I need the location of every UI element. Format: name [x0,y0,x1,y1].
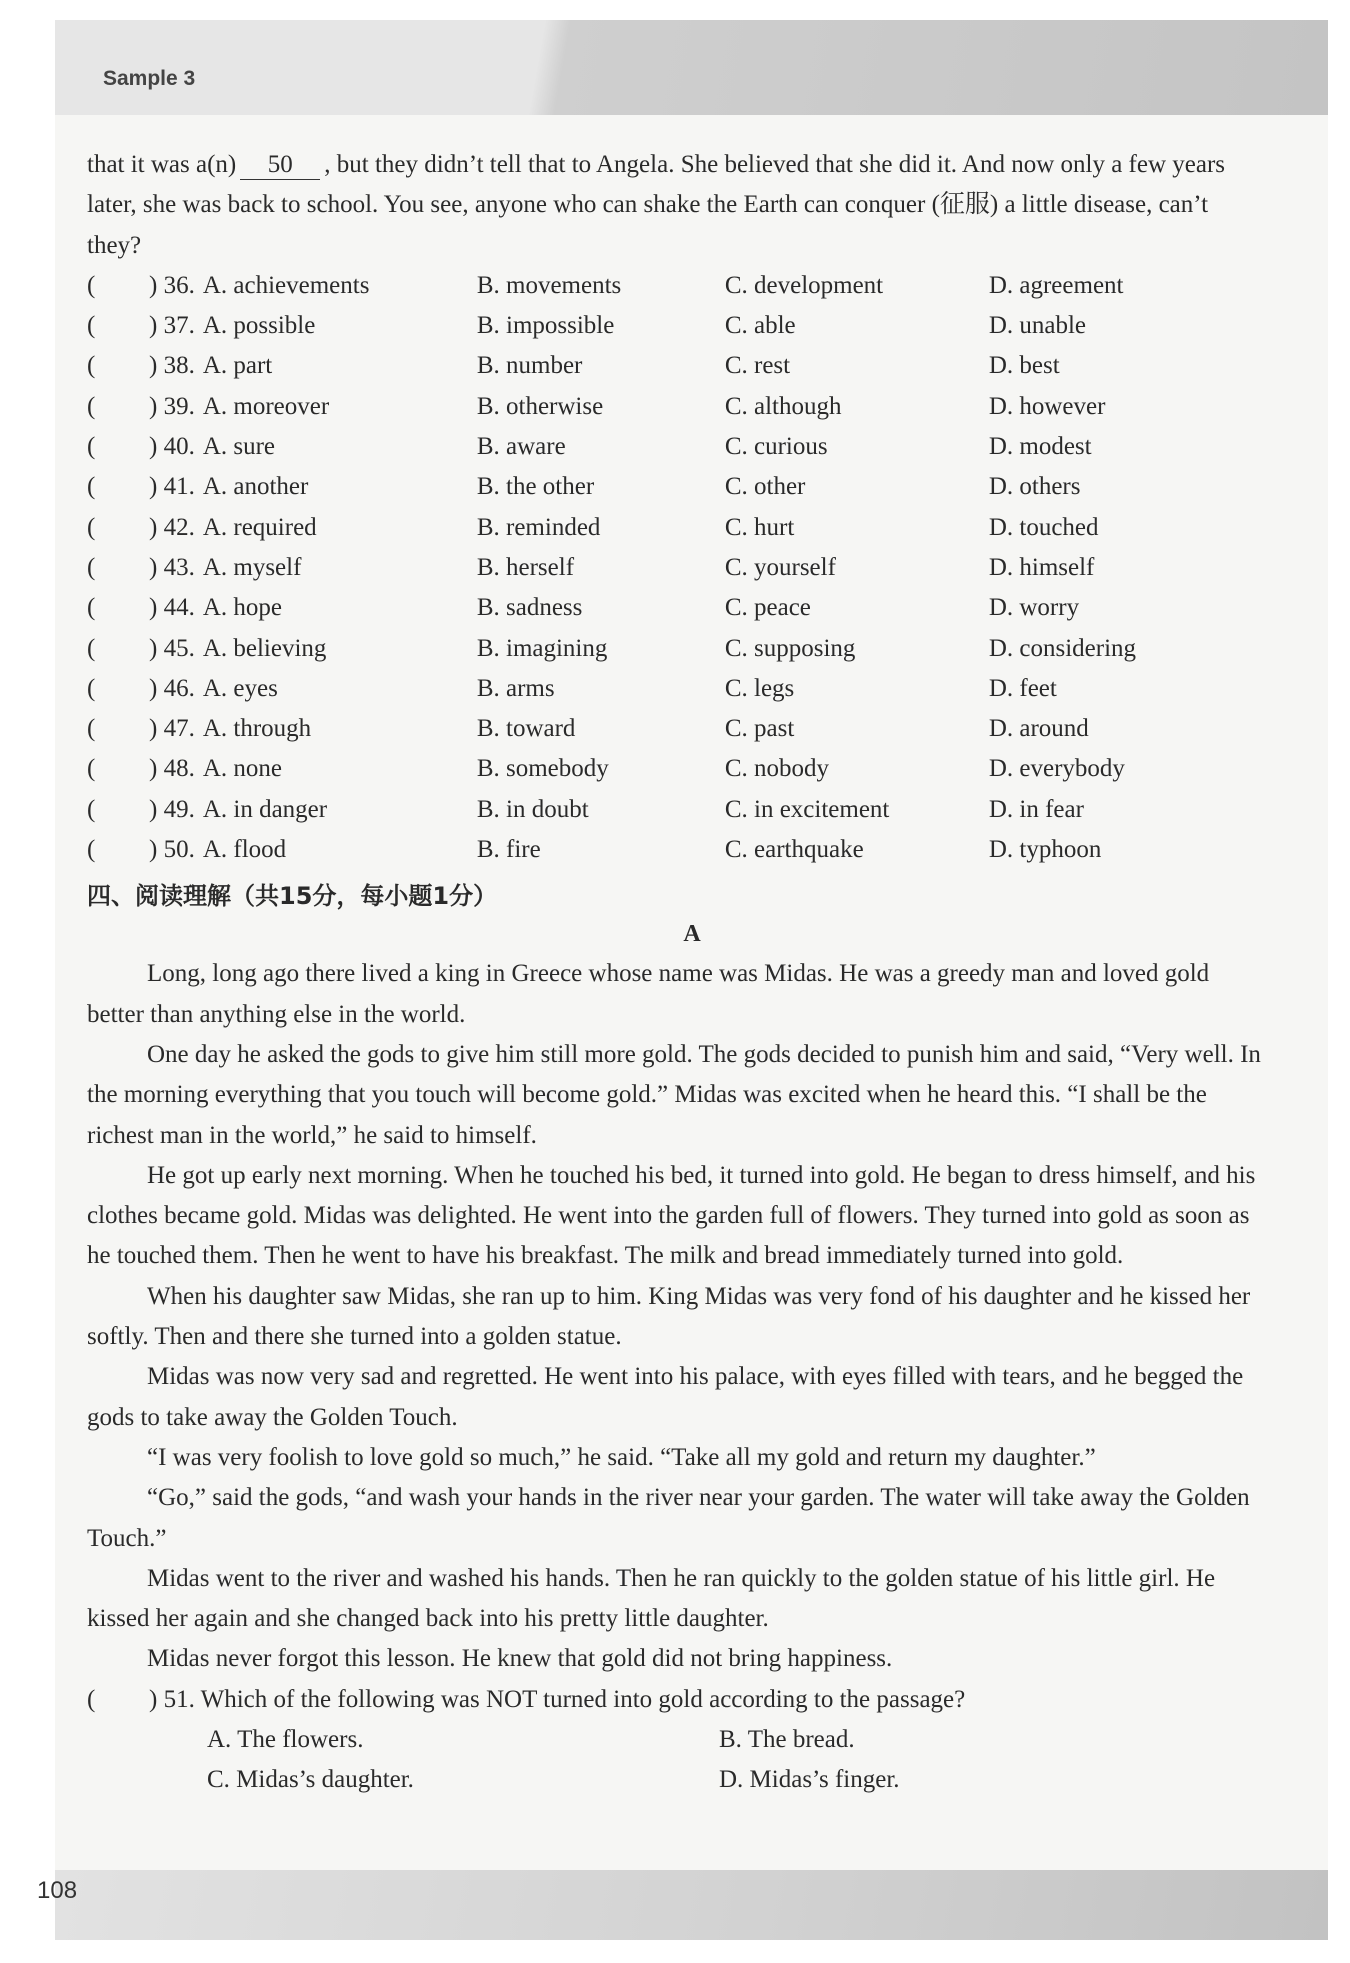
question-row [87,629,1267,669]
option-d: D. worry [988,594,1080,622]
question-number: ) 40. [149,433,195,461]
question-number: ) 45. [149,634,195,662]
option-a: A. none [202,755,282,783]
cloze-question-list [87,266,1267,870]
option-a: A. in danger [202,795,328,823]
answer-paren: ( [87,634,96,662]
option-d: D. Midas’s finger. [719,1766,900,1794]
option-d: D. around [988,715,1089,743]
option-c: C. Midas’s daughter. [207,1766,414,1794]
answer-blank-50: 50 [240,151,320,180]
passage-paragraph: “I was very foolish to love gold so much,” he said. “Take all my gold and return my daughter.” [147,1443,1096,1471]
answer-paren: ( [87,392,96,420]
option-b: B. number [476,352,583,380]
option-c: C. peace [724,594,811,622]
option-d: D. feet [988,674,1057,702]
page-content [87,145,1267,1801]
question-51-options-row-1 [87,1720,1267,1760]
passage-paragraph: Midas went to the river and washed his hands. Then he ran quickly to the golden statue of his little girl. He kissed her again and she changed back into his pretty little daughter. [87,1564,1216,1633]
question-number: ) 49. [149,795,195,823]
option-d: D. touched [988,513,1099,541]
answer-paren: ( [87,271,96,299]
option-d: D. everybody [988,755,1125,783]
footer-band [55,1870,1328,1940]
option-b: B. movements [476,271,622,299]
question-number: ) 43. [149,553,195,581]
passage-paragraph: One day he asked the gods to give him still more gold. The gods decided to punish him and said, “Very well. In the morning everything that you touch will become gold.” Midas was excited when he heard this. “I shall be the richest man in the world,” he said to himself. [87,1040,1261,1149]
question-number: ) 36. [149,271,195,299]
question-number: ) 47. [149,715,195,743]
question-51-stem: ) 51. Which of the following was NOT turned into gold according to the passage? [149,1685,966,1713]
option-c: C. other [724,473,806,501]
option-c: C. in excitement [724,795,890,823]
option-b: B. in doubt [476,795,589,823]
answer-paren: ( [87,594,96,622]
option-d: D. in fear [988,795,1084,823]
option-c: C. yourself [724,553,836,581]
answer-paren: ( [87,674,96,702]
question-row [87,830,1267,870]
option-a: A. through [202,715,312,743]
question-number: ) 39. [149,392,195,420]
option-b: B. the other [476,473,595,501]
question-number: ) 37. [149,312,195,340]
answer-paren: ( [87,836,96,864]
option-b: B. aware [476,433,566,461]
passage-paragraph: “Go,” said the gods, “and wash your hands in the river near your garden. The water will take away the Golden Touch.” [87,1484,1250,1552]
option-a: A. possible [202,312,316,340]
question-number: ) 44. [149,594,195,622]
option-a: A. hope [202,594,282,622]
question-number: ) 41. [149,473,195,501]
option-d: D. himself [988,553,1095,581]
question-row [87,346,1267,386]
passage-paragraph: He got up early next morning. When he touched his bed, it turned into gold. He began to dress himself, and his clothes became gold. Midas was delighted. He went into the garden full of flowers. They turned into gold as soon as he touched them. Then he went to have his breakfast. The milk and bread immediately turned into gold. [87,1161,1256,1270]
answer-paren: ( [87,352,96,380]
option-c: C. nobody [724,755,830,783]
header-title: Sample 3 [103,67,196,90]
question-number: ) 48. [149,755,195,783]
question-row [87,588,1267,628]
option-c: C. although [724,392,842,420]
option-d: D. others [988,473,1081,501]
option-b: B. The bread. [719,1725,855,1753]
answer-paren: ( [87,1685,96,1713]
option-c: C. supposing [724,634,856,662]
question-number: ) 42. [149,513,195,541]
passage-letter: A [683,921,701,948]
option-a: A. required [202,513,317,541]
question-row [87,669,1267,709]
question-row [87,427,1267,467]
question-row [87,508,1267,548]
intro-text-before: that it was a(n) [87,151,237,178]
option-a: A. another [202,473,309,501]
passage-paragraph: Midas was now very sad and regretted. He went into his palace, with eyes filled with tears, and he begged the gods to take away the Golden Touch. [87,1363,1244,1431]
question-row [87,709,1267,749]
option-a: A. believing [202,634,327,662]
passage-paragraph: Long, long ago there lived a king in Greece whose name was Midas. He was a greedy man and loved gold better than anything else in the world. [87,960,1210,1028]
option-d: D. agreement [988,271,1124,299]
section-title: 四、阅读理解（共15分，每小题1分） [87,882,498,911]
question-51-options-row-2 [87,1760,1267,1800]
option-d: D. best [988,352,1060,380]
answer-paren: ( [87,433,96,461]
answer-paren: ( [87,795,96,823]
answer-paren: ( [87,473,96,501]
page-number: 108 [37,1877,78,1904]
answer-paren: ( [87,312,96,340]
option-c: C. earthquake [724,836,864,864]
question-row [87,306,1267,346]
option-d: D. typhoon [988,836,1102,864]
reading-passage [87,954,1267,1679]
option-d: D. modest [988,433,1092,461]
question-row [87,548,1267,588]
intro-paragraph [87,145,1267,266]
option-c: C. past [724,715,795,743]
question-row [87,387,1267,427]
option-b: B. herself [476,553,575,581]
option-a: A. flood [202,836,287,864]
page-sheet [37,20,1328,1940]
question-51 [87,1680,1267,1720]
option-b: B. reminded [476,513,601,541]
option-c: C. development [724,271,884,299]
question-number: ) 50. [149,836,195,864]
question-row [87,467,1267,507]
option-b: B. otherwise [476,392,604,420]
passage-paragraph: Midas never forgot this lesson. He knew that gold did not bring happiness. [147,1645,893,1673]
option-a: A. eyes [202,674,278,702]
option-c: C. curious [724,433,828,461]
answer-paren: ( [87,755,96,783]
question-row [87,790,1267,830]
option-d: D. unable [988,312,1087,340]
option-a: A. The flowers. [207,1725,364,1753]
answer-paren: ( [87,513,96,541]
question-row [87,266,1267,306]
option-b: B. somebody [476,755,609,783]
option-a: A. moreover [202,392,330,420]
question-number: ) 46. [149,674,195,702]
option-c: C. legs [724,674,795,702]
header-band [55,20,1328,115]
answer-paren: ( [87,715,96,743]
option-b: B. sadness [476,594,583,622]
option-c: C. able [724,312,796,340]
option-a: A. myself [202,553,302,581]
option-d: D. considering [988,634,1137,662]
option-a: A. part [202,352,273,380]
passage-paragraph: When his daughter saw Midas, she ran up to him. King Midas was very fond of his daughter and he kissed her softly. Then and there she turned into a golden statue. [87,1282,1251,1351]
option-a: A. sure [202,433,276,461]
option-b: B. arms [476,674,555,702]
option-c: C. rest [724,352,791,380]
option-b: B. fire [476,836,541,864]
question-row [87,749,1267,789]
option-b: B. impossible [476,312,615,340]
question-number: ) 38. [149,352,195,380]
option-c: C. hurt [724,513,795,541]
option-b: B. toward [476,715,576,743]
option-a: A. achievements [202,271,370,299]
intro-text-after: , but they didn’t tell that to Angela. She believed that she did it. And now only a few years later, she was back to school. You see, anyone who can shake the Earth can conquer (征服) a little disease, can’t they? [87,151,1226,259]
answer-paren: ( [87,553,96,581]
option-b: B. imagining [476,634,608,662]
option-d: D. however [988,392,1106,420]
